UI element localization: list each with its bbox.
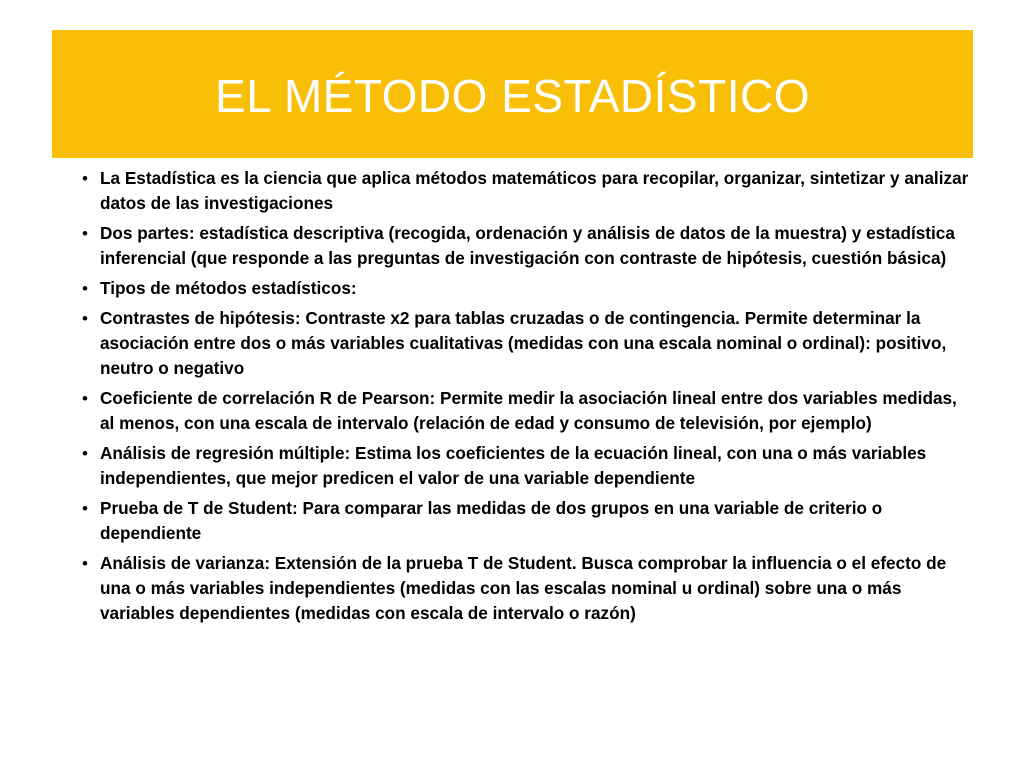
bullet-text: Análisis de regresión múltiple: Estima los coeficientes de la ecuación lineal, con una o más variables independientes, que mejor predicen el valor de una variable dependiente (100, 443, 927, 488)
bullet-dot-icon: • (82, 224, 88, 243)
bullet-text: La Estadística es la ciencia que aplica métodos matemáticos para recopilar, organizar, sintetizar y analizar datos de las investigaciones (100, 168, 969, 213)
bullet-dot-icon: • (82, 499, 88, 518)
bullet-item-anova (70, 551, 970, 626)
bullet-text: Contrastes de hipótesis: Contraste x2 para tablas cruzadas o de contingencia. Permite determinar la asociación entre dos o más variables cualitativas (medidas con una escala nominal o ordinal): positivo, neutro o negativo (100, 308, 947, 378)
bullet-dot-icon: • (82, 169, 88, 188)
bullet-dot-icon: • (82, 554, 88, 573)
bullet-text: Coeficiente de correlación R de Pearson: Permite medir la asociación lineal entre dos variables medidas, al menos, con una escala de intervalo (relación de edad y consumo de televisión, por ejemplo) (100, 388, 957, 433)
bullet-item-definition (70, 166, 970, 216)
bullet-text: Prueba de T de Student: Para comparar las medidas de dos grupos en una variable de criterio o dependiente (100, 498, 883, 543)
bullet-item-pearson (70, 386, 970, 436)
bullet-item-t-student (70, 496, 970, 546)
bullet-text: Análisis de varianza: Extensión de la prueba T de Student. Busca comprobar la influencia o el efecto de una o más variables independientes (medidas con las escalas nominal u ordinal) sobre una o más variables dependientes (medidas con escala de intervalo o razón) (100, 553, 947, 623)
bullet-text: Dos partes: estadística descriptiva (recogida, ordenación y análisis de datos de la muestra) y estadística inferencial (que responde a las preguntas de investigación con contraste de hipótesis, cuestión básica) (100, 223, 955, 268)
bullet-item-method-types (70, 276, 970, 301)
bullet-list (70, 166, 970, 631)
bullet-dot-icon: • (82, 279, 88, 298)
bullet-dot-icon: • (82, 389, 88, 408)
bullet-dot-icon: • (82, 444, 88, 463)
bullet-dot-icon: • (82, 309, 88, 328)
slide-title: EL MÉTODO ESTADÍSTICO (215, 70, 810, 122)
title-band (52, 30, 973, 158)
bullet-item-regression (70, 441, 970, 491)
bullet-text: Tipos de métodos estadísticos: (100, 278, 357, 298)
bullet-item-hypothesis-tests (70, 306, 970, 381)
bullet-item-two-parts (70, 221, 970, 271)
